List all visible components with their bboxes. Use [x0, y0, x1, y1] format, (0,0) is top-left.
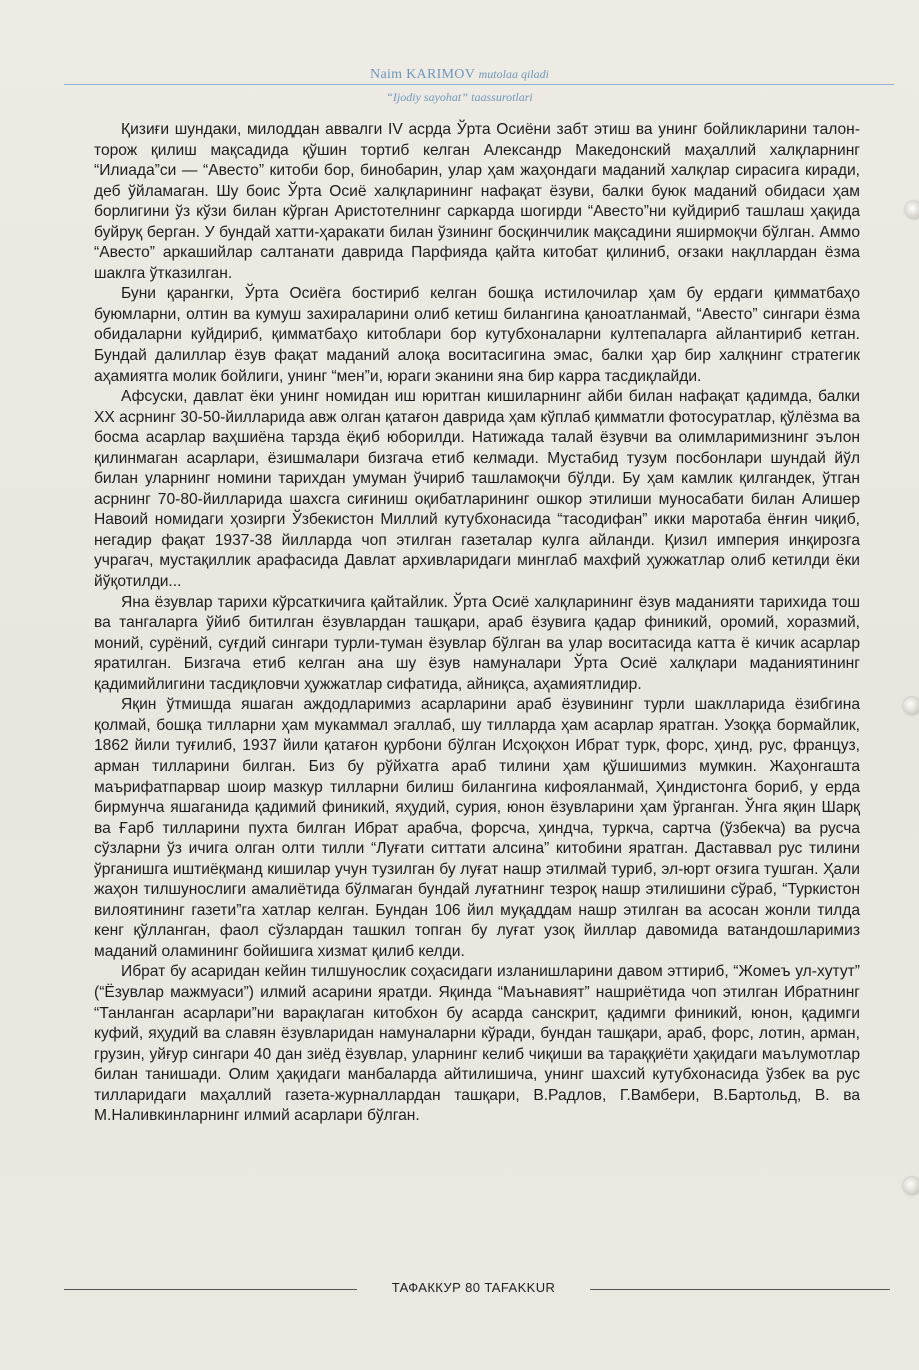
running-header-subtitle — [0, 89, 919, 105]
header-rest: taassurotlari — [471, 90, 533, 104]
header-verb: mutolaa qiladi — [478, 67, 549, 81]
binder-hole-icon — [903, 697, 919, 715]
article-body — [94, 120, 860, 1127]
binder-hole-icon — [903, 1177, 919, 1195]
paragraph: Яна ёзувлар тарихи кўрсаткичига қайтайлик. Ўрта Осиё халқларининг ёзув маданияти тарихида тош ва тангаларга ўйиб битилган ёзувлардан ташқари, араб ёзувига қадар финикий, оромий, хоразмий, моний, сурёний, суғдий сингари турли-туман ёзувлар бўлган ва улар воситасида катта ё кичик асарлар яратилган. Бизгача етиб келган ана шу ёзув намуналари Ўрта Осиё халқлари маданиятининг қадимийлигини тасдиқловчи ҳужжатлар сифатида, айниқса, аҳамиятлидир. — [94, 593, 860, 693]
footer-rule-right — [590, 1289, 890, 1290]
binder-hole-icon — [905, 201, 919, 219]
paragraph: Қизиғи шундаки, милоддан аввалги IV асрда Ўрта Осиёни забт этиш ва унинг бойликларини талон-торож қилиш мақсадида қўшин тортиб келган Александр Македонский маҳаллий халқларнинг “Илиада”си — “Авесто” китоби бор, бинобарин, улар ҳам жаҳондаги маданий халқлар сирасига киради, деб ўйламаган. Шу боис Ўрта Осиё халқларининг нафақат ёзуви, балки буюк маданий обидаси ҳам борлигини ўз кўзи билан кўрган Аристотелнинг саркарда шогирди “Авесто”ни куйдириб ташлаш ҳақида буйруқ берган. У бундай хатти-ҳаракати билан ўзининг босқинчилик мақсадини яширмоқчи бўлган. Аммо “Авесто” аркашийлар салтанати даврида Парфияда қайта китобат қилиниб, оғзаки нақллардан ёзма шаклга ўтказилган. — [94, 121, 860, 282]
paragraph: Яқин ўтмишда яшаган аждодларимиз асарларини араб ёзувининг турли шаклларида ёзибгина қолмай, бошқа тилларни ҳам мукаммал эгаллаб, шу тилларда ҳам асарлар яратган. Узоққа бормайлик, 1862 йили туғилиб, 1937 йили қатағон қурбони бўлган Исҳоқхон Ибрат турк, форс, ҳинд, рус, француз, арман тилларини билган. Биз бу рўйхатга араб тилини ҳам қўшишимиз мумкин. Жаҳонгашта маърифатпарвар шоир мазкур тилларни билиш билангина кифояланмай, Ҳиндистонга бориб, у ерда бирмунча яшаганида қадимий финикий, яҳудий, сурия, юнон ёзувларини ҳам ўрганган. Ўнга яқин Шарқ ва Ғарб тилларини пухта билган Ибрат арабча, форсча, ҳиндча, туркча, сартча (ўзбекча) ва русча сўзларни ўз ичига олган олти тилли “Луғати ситтати алсина” китобини яратган. Даставвал рус тилини ўрганишга иштиёқманд кишилар учун тузилган бу луғат нашр этилмай туриб, эл-юрт оғзига тушган. Ҳали жаҳон тилшунослиги амалиётида бўлмаган бундай луғатнинг тезроқ нашр этилишини сўраб, “Туркистон вилоятининг газети”га хатлар келган. Бундан 106 йил муқаддам нашр этилган ва асосан жонли тилда кенг қўлланган, фаол сўзлардан ташкил топган бу луғат узоқ йиллар давомида ватандошларимиз маданий оламининг бойишига хизмат қилиб келди. — [94, 696, 860, 960]
header-quote: “Ijodiy sayohat” — [386, 90, 468, 104]
footer-rule-left — [64, 1289, 357, 1290]
running-header-author — [0, 67, 919, 83]
page-footer — [64, 1280, 890, 1300]
paragraph: Ибрат бу асаридан кейин тилшунослик соҳасидаги изланишларини давом эттириб, “Жомеъ ул-хутут” (“Ёзувлар мажмуаси”) илмий асарини яратди. Яқинда “Маънавият” нашриётида чоп этилган Ибратнинг “Танланган асарлари”ни варақлаган китобхон бу асарда санскрит, қадимги финикий, юнон, қадимги куфий, яҳудий ва славян ёзувларидан намуналарни кўради, бундан ташқари, араб, форс, лотин, арман, грузин, уйғур сингари 40 дан зиёд ёзувлар, уларнинг келиб чиқиши ва тараққиёти ҳақидаги маълумотлар билан танишади. Олим ҳақидаги манбаларда айтилишича, унинг шахсий кутубхонасида ўзбек ва рус тилларидаги маҳаллий газета-журналлардан ташқари, В.Радлов, Г.Вамбери, В.Бартольд, В. ва М.Наливкинларнинг илмий асарлари бўлган. — [94, 963, 860, 1125]
paragraph: Афсуски, давлат ёки унинг номидан иш юритган кишиларнинг айби билан нафақат қадимда, балки XX асрнинг 30-50-йилларида авж олган қатағон даврида ҳам кўплаб қимматли фотосуратлар, қўлёзма ва босма асарлар ваҳшиёна тарзда ёқиб юборилди. Натижада талай ёзувчи ва олимларимизнинг эълон қилинмаган асарлари, ёзишмалари бизгача етиб келмади. Мустабид тузум посбонлари шундай йўл билан уларнинг номини тарихдан умуман ўчириб ташламоқчи бўлди. Бу ҳам камлик қилгандек, ўтган асрнинг 70-80-йилларида шахсга сиғиниш оқибатларининг ошкор этилиши муносабати билан Алишер Навоий номидаги ҳозирги Ўзбекистон Миллий кутубхонасида “тасодифан” икки маротаба ёнғин чиқиб, негадир фақат 1937-38 йилларда чоп этилган газеталар кулга айланди. Қизил империя инқирозга учрагач, мустақиллик арафасида Давлат архивларидаги минглаб махфий ҳужжатлар олиб кетилди ёки йўқотилди... — [94, 388, 860, 591]
header-author-name: Naim KARIMOV — [370, 67, 476, 82]
header-rule — [64, 84, 894, 85]
paragraph: Буни қарангки, Ўрта Осиёга бостириб келган бошқа истилочилар ҳам бу ердаги қимматбаҳо буюмларни, олтин ва кумуш захираларини олиб кетиш билангина қаноатланмай, “Авесто” сингари ёзма обидаларни куйдириб, қимматбаҳо китоблари бор кутубхоналарни култепаларга айлантириб кетган. Бундай далиллар ёзув фақат маданий алоқа воситасигина эмас, балки ҳар бир халқнинг стратегик аҳамиятга молик бойлиги, унинг “мен”и, юраги эканини яна бир карра тасдиқлайди. — [94, 285, 860, 385]
footer-page-label: ТАФАККУР 80 TAFAKKUR — [391, 1280, 556, 1295]
